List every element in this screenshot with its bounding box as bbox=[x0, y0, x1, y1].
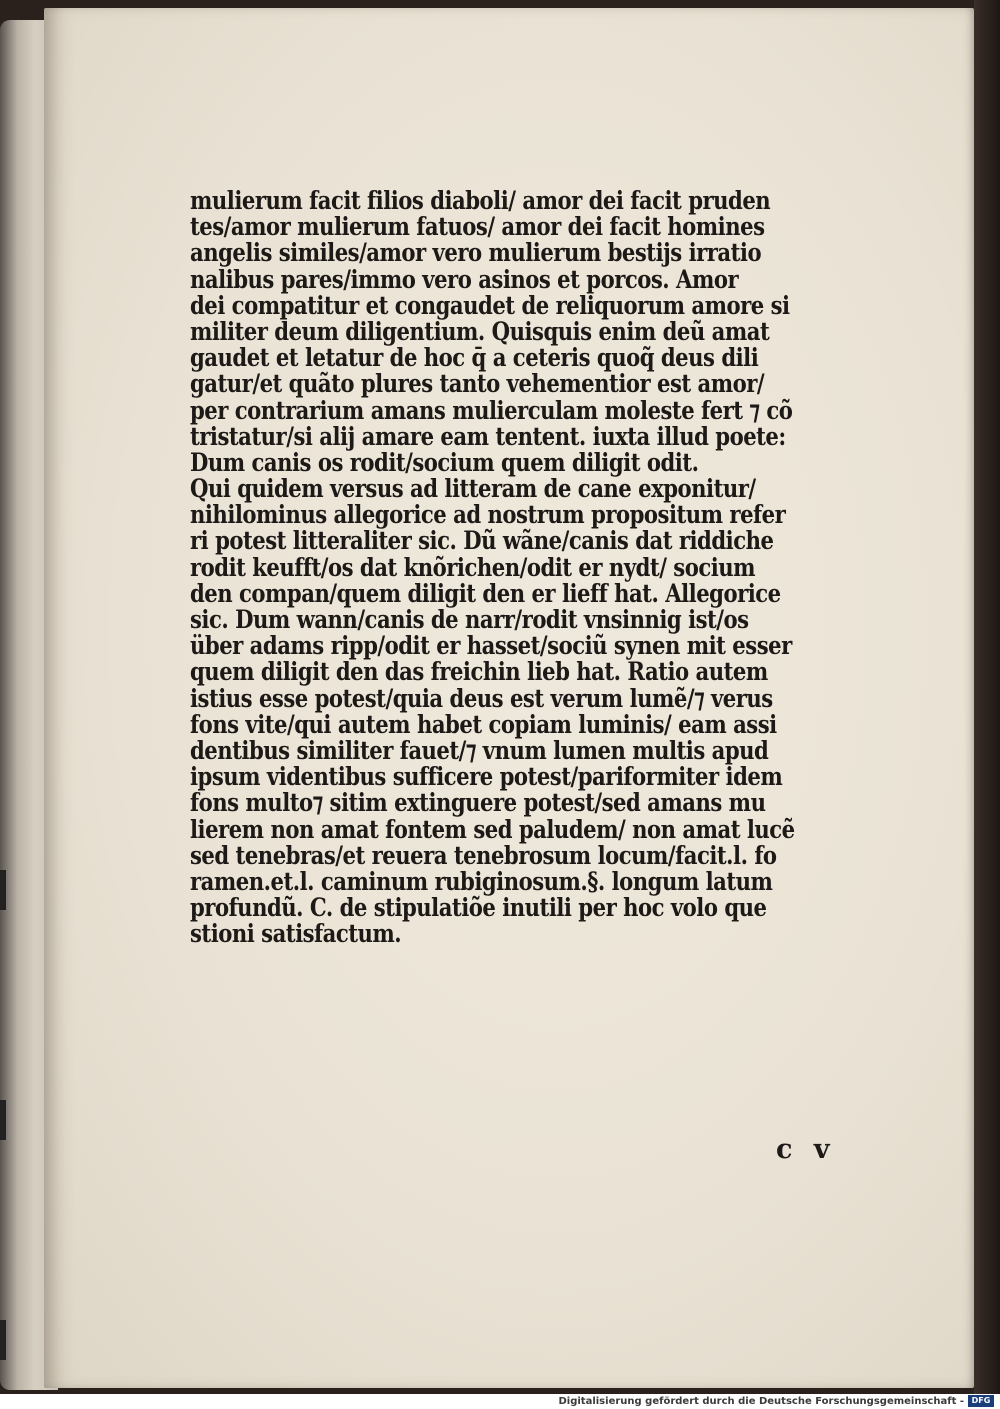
book-spine-edge bbox=[974, 0, 1000, 1395]
text-line: mulierum facit filios diaboli/ amor dei facit pruden bbox=[190, 186, 771, 216]
page-edge-notch bbox=[0, 1100, 6, 1140]
text-line: tristatur/si alij amare eam tentent. iuxta illud poete: bbox=[190, 421, 786, 452]
text-line: per contrarium amans mulierculam moleste fert ⁊ cõ bbox=[190, 395, 793, 426]
text-line: sed tenebras/et reuera tenebrosum locum/facit.l. fo bbox=[190, 840, 777, 871]
text-line: fons multo⁊ sitim extinguere potest/sed amans mu bbox=[190, 788, 766, 819]
text-line: profundũ. C. de stipulatiõe inutili per hoc volo que bbox=[190, 893, 767, 924]
text-line: ramen.et.l. caminum rubiginosum.§. longum latum bbox=[190, 866, 773, 897]
text-line: Dum canis os rodit/socium quem diligit odit. bbox=[190, 447, 699, 478]
text-line: Qui quidem versus ad litteram de cane exponitur/ bbox=[190, 474, 756, 505]
funding-credit: Digitalisierung gefördert durch die Deutsche Forschungsgemeinschaft - bbox=[558, 1396, 964, 1407]
page-edge-notch bbox=[0, 870, 6, 910]
text-line: ipsum videntibus sufficere potest/pariformiter idem bbox=[190, 762, 783, 793]
text-line: nihilominus allegorice ad nostrum propositum refer bbox=[190, 500, 786, 531]
page-text bbox=[190, 186, 795, 950]
text-line: gaudet et letatur de hoc q̄ a ceteris quoq̃ deus dili bbox=[190, 343, 759, 374]
text-line: den compan/quem diligit den er lieff hat. Allegorice bbox=[190, 578, 781, 609]
text-line: über adams ripp/odit er hasset/sociũ synen mit esser bbox=[190, 631, 792, 662]
dfg-logo-icon: DFG bbox=[968, 1395, 994, 1407]
text-line: angelis similes/amor vero mulierum bestijs irratio bbox=[190, 238, 762, 269]
text-line: rodit keufft/os dat knõrichen/odit er nydt/ socium bbox=[190, 552, 756, 583]
text-line: quem diligit den das freichin lieb hat. Ratio autem bbox=[190, 657, 768, 688]
text-line: dentibus similiter fauet/⁊ vnum lumen multis apud bbox=[190, 735, 769, 766]
page-edge-notch bbox=[0, 1320, 6, 1360]
text-line: sic. Dum wann/canis de narr/rodit vnsinnig ist/os bbox=[190, 605, 749, 635]
text-line: tes/amor mulierum fatuos/ amor dei facit homines bbox=[190, 212, 765, 243]
text-line: dei compatitur et congaudet de reliquorum amore si bbox=[190, 290, 790, 321]
text-line: stioni satisfactum. bbox=[190, 919, 402, 950]
text-line: militer deum diligentium. Quisquis enim deũ amat bbox=[190, 316, 770, 347]
text-line: istius esse potest/quia deus est verum lumẽ/⁊ verus bbox=[190, 683, 773, 714]
text-line: fons vite/qui autem habet copiam luminis/ eam assi bbox=[190, 709, 777, 740]
text-line: lierem non amat fontem sed paludem/ non amat lucẽ bbox=[190, 814, 795, 845]
signature-mark: c v bbox=[776, 1134, 836, 1165]
text-line: nalibus pares/immo vero asinos et porcos. Amor bbox=[190, 264, 739, 295]
text-line: gatur/et quãto plures tanto vehementior est amor/ bbox=[190, 369, 765, 400]
text-line: ri potest litteraliter sic. Dũ wãne/canis dat riddiche bbox=[190, 526, 774, 557]
